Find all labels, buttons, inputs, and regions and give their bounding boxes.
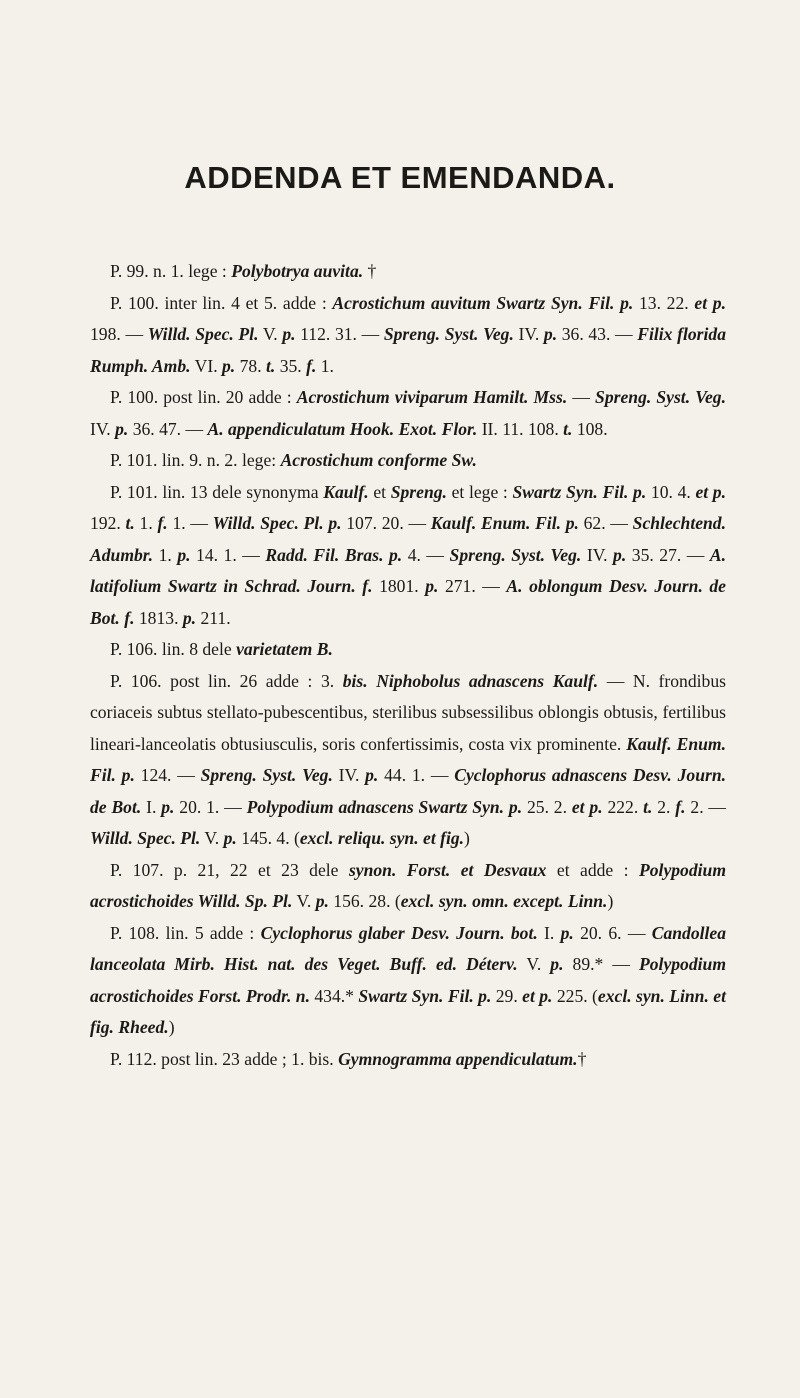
entry: P. 99. n. 1. lege : Polybotrya auvita. † xyxy=(110,261,377,281)
entry: P. 112. post lin. 23 adde ; 1. bis. Gymnogramma appendiculatum.† xyxy=(110,1048,587,1069)
entry: P. 107. p. 21, 22 et 23 dele synon. Forst. et Desvaux et adde : Polypodium acrostichoides Willd. Sp. Pl. V. p. 156. 28. (excl. syn. omn. except. Linn.) xyxy=(90,859,727,911)
entries-body xyxy=(90,256,726,1075)
entry: P. 106. post lin. 26 adde : 3. bis. Niphobolus adnascens Kaulf. — N. frondibus coriaceis subtus stellato-pubescentibus, sterilibus subsessilibus oblongis obtusis, fertilibus lineari-lanceolatis obtusiusculis, soris confertissimis, costa vix prominente. Kaulf. Enum. Fil. p. 124. — Spreng. Syst. Veg. IV. p. 44. 1. — Cyclophorus adnascens Desv. Journ. de Bot. I. p. 20. 1. — Polypodium adnascens Swartz Syn. p. 25. 2. et p. 222. t. 2. f. 2. — Willd. Spec. Pl. V. p. 145. 4. (excl. reliqu. syn. et fig.) xyxy=(90,670,727,848)
entry: P. 100. inter lin. 4 et 5. adde : Acrostichum auvitum Swartz Syn. Fil. p. 13. 22. et p. 198. — Willd. Spec. Pl. V. p. 112. 31. — Spreng. Syst. Veg. IV. p. 36. 43. — Filix florida Rumph. Amb. VI. p. 78. t. 35. f. 1. xyxy=(90,292,727,376)
entry: P. 106. lin. 8 dele varietatem B. xyxy=(110,639,333,659)
entry: P. 101. lin. 13 dele synonyma Kaulf. et Spreng. et lege : Swartz Syn. Fil. p. 10. 4. et p. 192. t. 1. f. 1. — Willd. Spec. Pl. p. 107. 20. — Kaulf. Enum. Fil. p. 62. — Schlechtend. Adumbr. 1. p. 14. 1. — Radd. Fil. Bras. p. 4. — Spreng. Syst. Veg. IV. p. 35. 27. — A. latifolium Swartz in Schrad. Journ. f. 1801. p. 271. — A. oblongum Desv. Journ. de Bot. f. 1813. p. 211. xyxy=(90,481,727,628)
entry: P. 100. post lin. 20 adde : Acrostichum viviparum Hamilt. Mss. — Spreng. Syst. Veg. IV. p. 36. 47. — A. appendiculatum Hook. Exot. Flor. II. 11. 108. t. 108. xyxy=(90,387,726,439)
entry: P. 101. lin. 9. n. 2. lege: Acrostichum conforme Sw. xyxy=(110,450,477,470)
page-title: ADDENDA ET EMENDANDA. xyxy=(184,160,616,195)
entry: P. 108. lin. 5 adde : Cyclophorus glaber Desv. Journ. bot. I. p. 20. 6. — Candollea lanceolata Mirb. Hist. nat. des Veget. Buff. ed. Déterv. V. p. 89.* — Polypodium acrostichoides Forst. Prodr. n. 434.* Swartz Syn. Fil. p. 29. et p. 225. (excl. syn. Linn. et fig. Rheed.) xyxy=(90,922,727,1037)
